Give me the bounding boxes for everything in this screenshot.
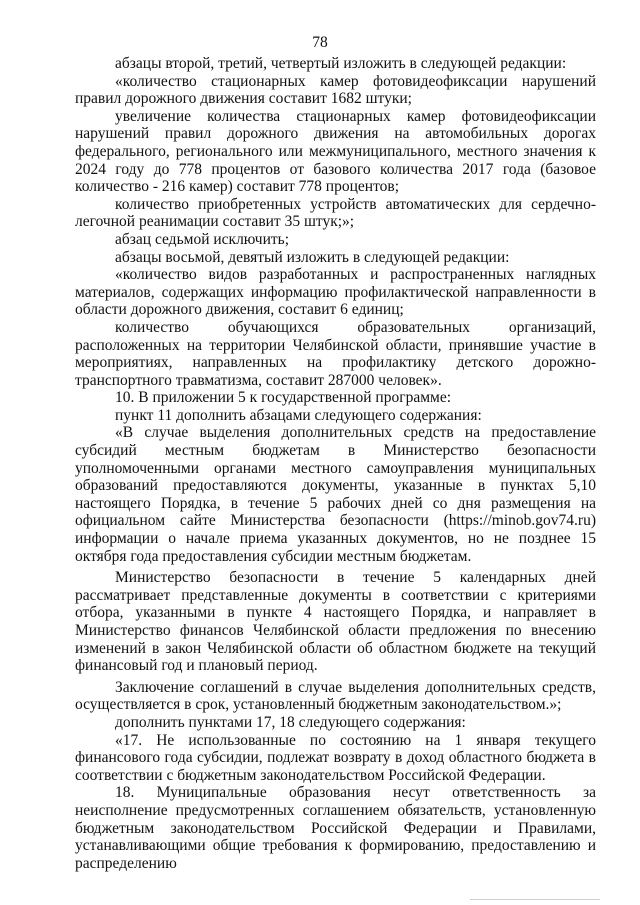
paragraph-13: Заключение соглашений в случае выделения дополнительных средств, осуществляется в срок, установленный бюджетным законодательством.»; — [75, 678, 596, 714]
paragraph-8: количество обучающихся образовательных организаций, расположенных на территории Челябинской области, принявшие участие в мероприятиях, направленных на профилактику детского дорожно-транспортного травматизма, составит 287000 человек». — [75, 318, 596, 389]
paragraph-5: абзац седьмой исключить; — [115, 230, 290, 248]
paragraph-14: дополнить пунктами 17, 18 следующего содержания: — [115, 713, 466, 731]
paragraph-2: «количество стационарных камер фотовидеофиксации нарушений правил дорожного движения составит 1682 штуки; — [75, 72, 596, 108]
paragraph-7: «количество видов разработанных и распространенных наглядных материалов, содержащих информацию профилактической направленности в области дорожного движения, составит 6 единиц; — [75, 266, 596, 319]
paragraph-11: «В случае выделения дополнительных средств на предоставление субсидий местным бюджетам в Министерство безопасности уполномоченными органами местного самоуправления муниципальных образований предоставляются документы, указанные в пунктах 5,10 настоящего Порядка, в течение 5 рабочих дней со дня размещения на официальном сайте Министерства безопасности (https://minob.gov74.ru) информации о начале приема указанных документов, но не позднее 15 октября года предоставления субсидии местным бюджетам. — [75, 424, 596, 565]
paragraph-9: 10. В приложении 5 к государственной программе: — [115, 389, 452, 407]
scan-edge-line — [470, 899, 600, 900]
paragraph-15: «17. Не использованные по состоянию на 1 января текущего финансового года субсидии, подлежат возврату в доход областного бюджета в соответствии с бюджетным законодательством Российской Федерации. — [75, 731, 596, 784]
paragraph-6: абзацы восьмой, девятый изложить в следующей редакции: — [115, 248, 510, 266]
page-number: 78 — [312, 34, 328, 51]
document-body — [75, 55, 596, 872]
paragraph-10: пункт 11 дополнить абзацами следующего содержания: — [115, 406, 482, 424]
paragraph-16: 18. Муниципальные образования несут ответственность за неисполнение предусмотренных соглашением обязательств, установленную бюджетным законодательством Российской Федерации и Правилами, устанавливающими общие требования к формированию, предоставлению и распределению — [75, 784, 596, 872]
paragraph-1: абзацы второй, третий, четвертый изложить в следующей редакции: — [115, 55, 567, 72]
paragraph-12: Министерство безопасности в течение 5 календарных дней рассматривает представленные документы в соответствии с критериями отбора, указанными в пункте 4 настоящего Порядка, и направляет в Министерство финансов Челябинской области предложения по внесению изменений в закон Челябинской области об областном бюджете на текущий финансовый год и плановый период. — [75, 569, 596, 675]
paragraph-3: увеличение количества стационарных камер фотовидеофиксации нарушений правил дорожного движения на автомобильных дорогах федерального, регионального или межмуниципального, местного значения к 2024 году до 778 процентов от базового количества 2017 года (базовое количество - 216 камер) составит 778 процентов; — [75, 107, 596, 196]
paragraph-4: количество приобретенных устройств автоматических для сердечно-легочной реанимации составит 35 штук;»; — [75, 195, 596, 231]
